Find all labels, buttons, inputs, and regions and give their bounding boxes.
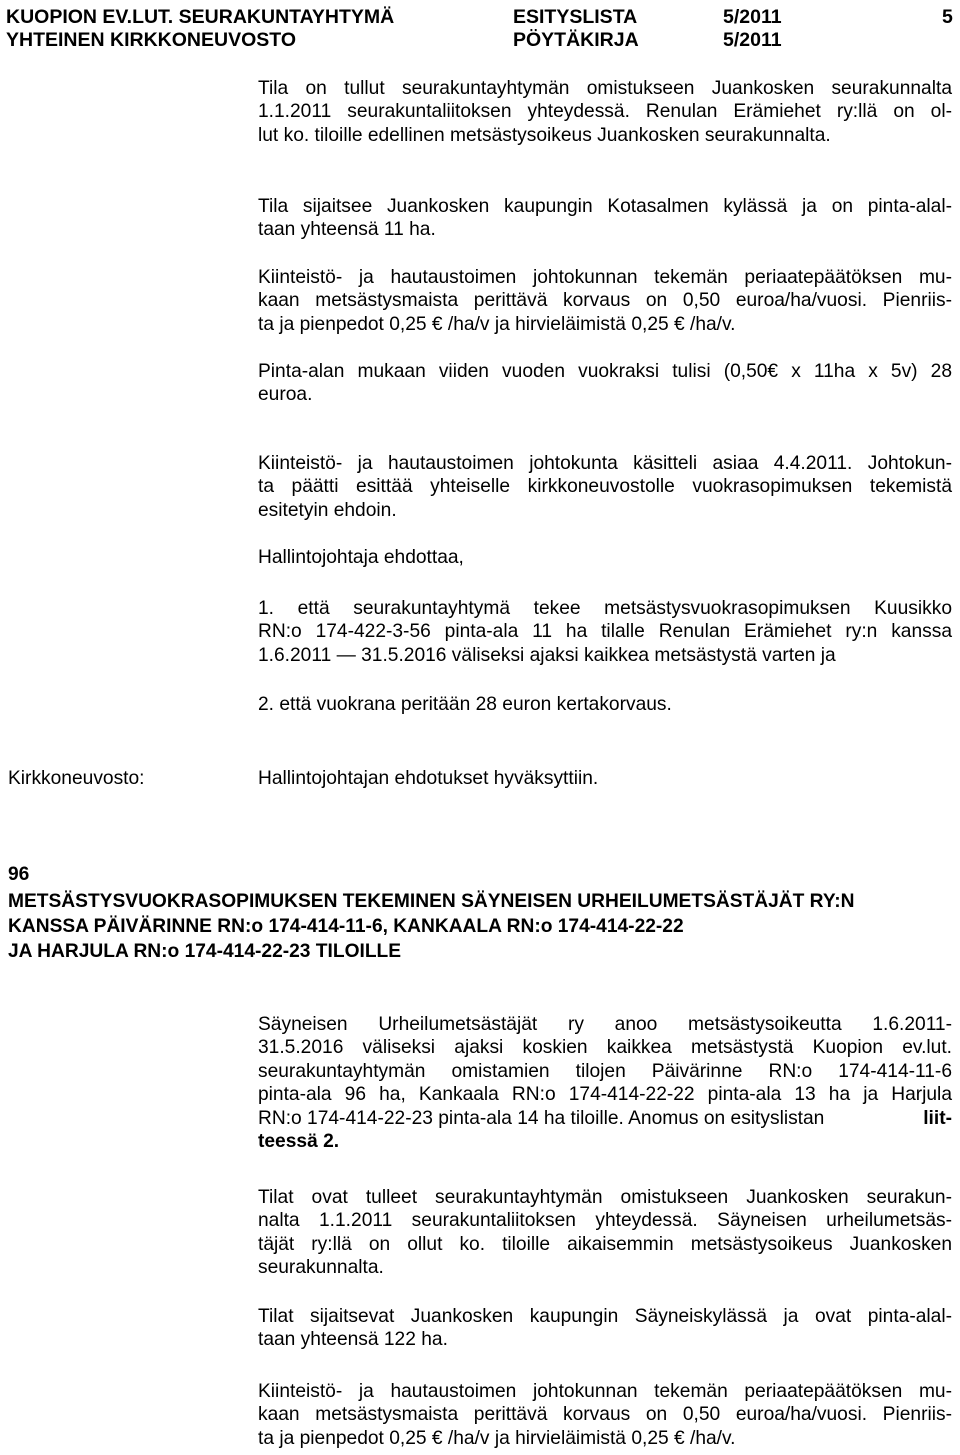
text-line	[258, 1130, 952, 1153]
decision-text	[258, 767, 952, 790]
text-line: kaan metsästysmaista perittävä korvaus on 0,50 euroa/ha/vuosi. Pienriis-	[258, 290, 952, 312]
text-line: RN:o 174-422-3-56 pinta-ala 11 ha tilalle Renulan Erämiehet ry:n kanssa	[258, 621, 952, 643]
text-line: Kiinteistö- ja hautaustoimen johtokunnan tekemän periaatepäätöksen mu-	[258, 267, 952, 288]
text-line: lut ko. tiloille edellinen metsästysoikeus Juankosken seurakunnalta.	[258, 124, 831, 146]
text-line: esitetyin ehdoin.	[258, 499, 397, 521]
text-line: seurakuntayhtymän omistamien tilojen Päivärinne RN:o 174-414-11-6	[258, 1060, 952, 1082]
section-number: 96	[8, 864, 30, 885]
doc-type-agenda: ESITYSLISTA	[513, 6, 638, 28]
proposal-item-1	[258, 597, 952, 667]
doc-number-agenda: 5/2011	[723, 6, 782, 28]
document-header	[0, 0, 960, 52]
text-line: täjät ry:llä on ollut ko. tiloille aikaisemmin metsästysoikeus Juankosken	[258, 1233, 952, 1255]
paragraph-proposal-intro	[258, 546, 952, 569]
text-line: Kiinteistö- ja hautaustoimen johtokunta käsitteli asiaa 4.4.2011. Johtokun-	[258, 453, 952, 474]
text-line: 2. että vuokrana peritään 28 euron kertakorvaus.	[258, 694, 672, 715]
section-title-line: KANSSA PÄIVÄRINNE RN:o 174-414-11-6, KANKAALA RN:o 174-414-22-22	[8, 916, 684, 937]
text-line	[258, 1107, 952, 1130]
attachment-ref: liit-	[923, 1107, 952, 1129]
paragraph-compensation-2	[258, 1380, 952, 1450]
text-segment: RN:o 174-414-22-23 pinta-ala 14 ha tiloille. Anomus on esityslistan	[258, 1107, 825, 1129]
paragraph-compensation	[258, 266, 952, 336]
text-line: ta ja pienpedot 0,25 € /ha/v ja hirvieläimistä 0,25 € /ha/v.	[258, 1427, 736, 1449]
paragraph-location	[258, 195, 952, 242]
text-line: pinta-ala 96 ha, Kankaala RN:o 174-414-22-22 pinta-ala 13 ha ja Harjula	[258, 1084, 952, 1106]
proposal-item-2	[258, 693, 952, 716]
paragraph-application	[258, 1013, 952, 1153]
text-line: nalta 1.1.2011 seurakuntaliitoksen yhteydessä. Säyneisen urheilumetsäs-	[258, 1210, 952, 1232]
council-name: YHTEINEN KIRKKONEUVOSTO	[6, 29, 297, 51]
text-line: taan yhteensä 11 ha.	[258, 219, 436, 241]
text-line: ta ja pienpedot 0,25 € /ha/v ja hirvieläimistä 0,25 € /ha/v.	[258, 313, 736, 335]
text-line: Tilat ovat tulleet seurakuntayhtymän omistukseen Juankosken seurakun-	[258, 1187, 952, 1208]
paragraph-ownership-2	[258, 1186, 952, 1280]
text-line: seurakunnalta.	[258, 1257, 384, 1279]
text-line: 1.1.2011 seurakuntaliitoksen yhteydessä. Renulan Erämiehet ry:llä on ol-	[258, 101, 952, 123]
text-line: taan yhteensä 122 ha.	[258, 1329, 448, 1351]
text-line: 1.6.2011 — 31.5.2016 väliseksi ajaksi kaikkea metsästystä varten ja	[258, 644, 836, 666]
paragraph-location-2	[258, 1305, 952, 1352]
text-line: Tilat sijaitsevat Juankosken kaupungin Säyneiskylässä ja ovat pinta-alal-	[258, 1306, 952, 1327]
paragraph-rent	[258, 360, 952, 407]
text-line: ta päätti esittää yhteiselle kirkkoneuvostolle vuokrasopimuksen tekemistä	[258, 476, 952, 498]
section-title-line: JA HARJULA RN:o 174-414-22-23 TILOILLE	[8, 941, 402, 962]
text-line: Tila on tullut seurakuntayhtymän omistukseen Juankosken seurakunnalta	[258, 78, 952, 99]
doc-type-minutes: PÖYTÄKIRJA	[513, 29, 639, 51]
text-line: 31.5.2016 väliseksi ajaksi koskien kaikkea metsästystä Kuopion ev.lut.	[258, 1037, 952, 1059]
doc-number-minutes: 5/2011	[723, 29, 782, 51]
paragraph-ownership	[258, 77, 952, 147]
text-line: Pinta-alan mukaan viiden vuoden vuokraksi tulisi (0,50€ x 11ha x 5v) 28	[258, 361, 952, 382]
page-number: 5	[942, 6, 953, 28]
decision-label: Kirkkoneuvosto:	[8, 768, 145, 789]
text-line: Tila sijaitsee Juankosken kaupungin Kotasalmen kylässä ja on pinta-alal-	[258, 196, 952, 217]
text-line: kaan metsästysmaista perittävä korvaus on 0,50 euroa/ha/vuosi. Pienriis-	[258, 1404, 952, 1426]
text-line: Säyneisen Urheilumetsästäjät ry anoo metsästysoikeutta 1.6.2011-	[258, 1014, 952, 1035]
text-line: 1. että seurakuntayhtymä tekee metsästysvuokrasopimuksen Kuusikko	[258, 598, 952, 619]
paragraph-board	[258, 452, 952, 522]
text-line: euroa.	[258, 384, 313, 406]
attachment-ref: teessä 2.	[258, 1131, 340, 1153]
organization-name: KUOPION EV.LUT. SEURAKUNTAYHTYMÄ	[6, 6, 395, 28]
text-line: Kiinteistö- ja hautaustoimen johtokunnan tekemän periaatepäätöksen mu-	[258, 1381, 952, 1402]
text-line: Hallintojohtaja ehdottaa,	[258, 547, 464, 568]
section-title-line: METSÄSTYSVUOKRASOPIMUKSEN TEKEMINEN SÄYNEISEN URHEILUMETSÄSTÄJÄT RY:N	[8, 891, 855, 912]
text-line: Hallintojohtajan ehdotukset hyväksyttiin.	[258, 768, 599, 789]
